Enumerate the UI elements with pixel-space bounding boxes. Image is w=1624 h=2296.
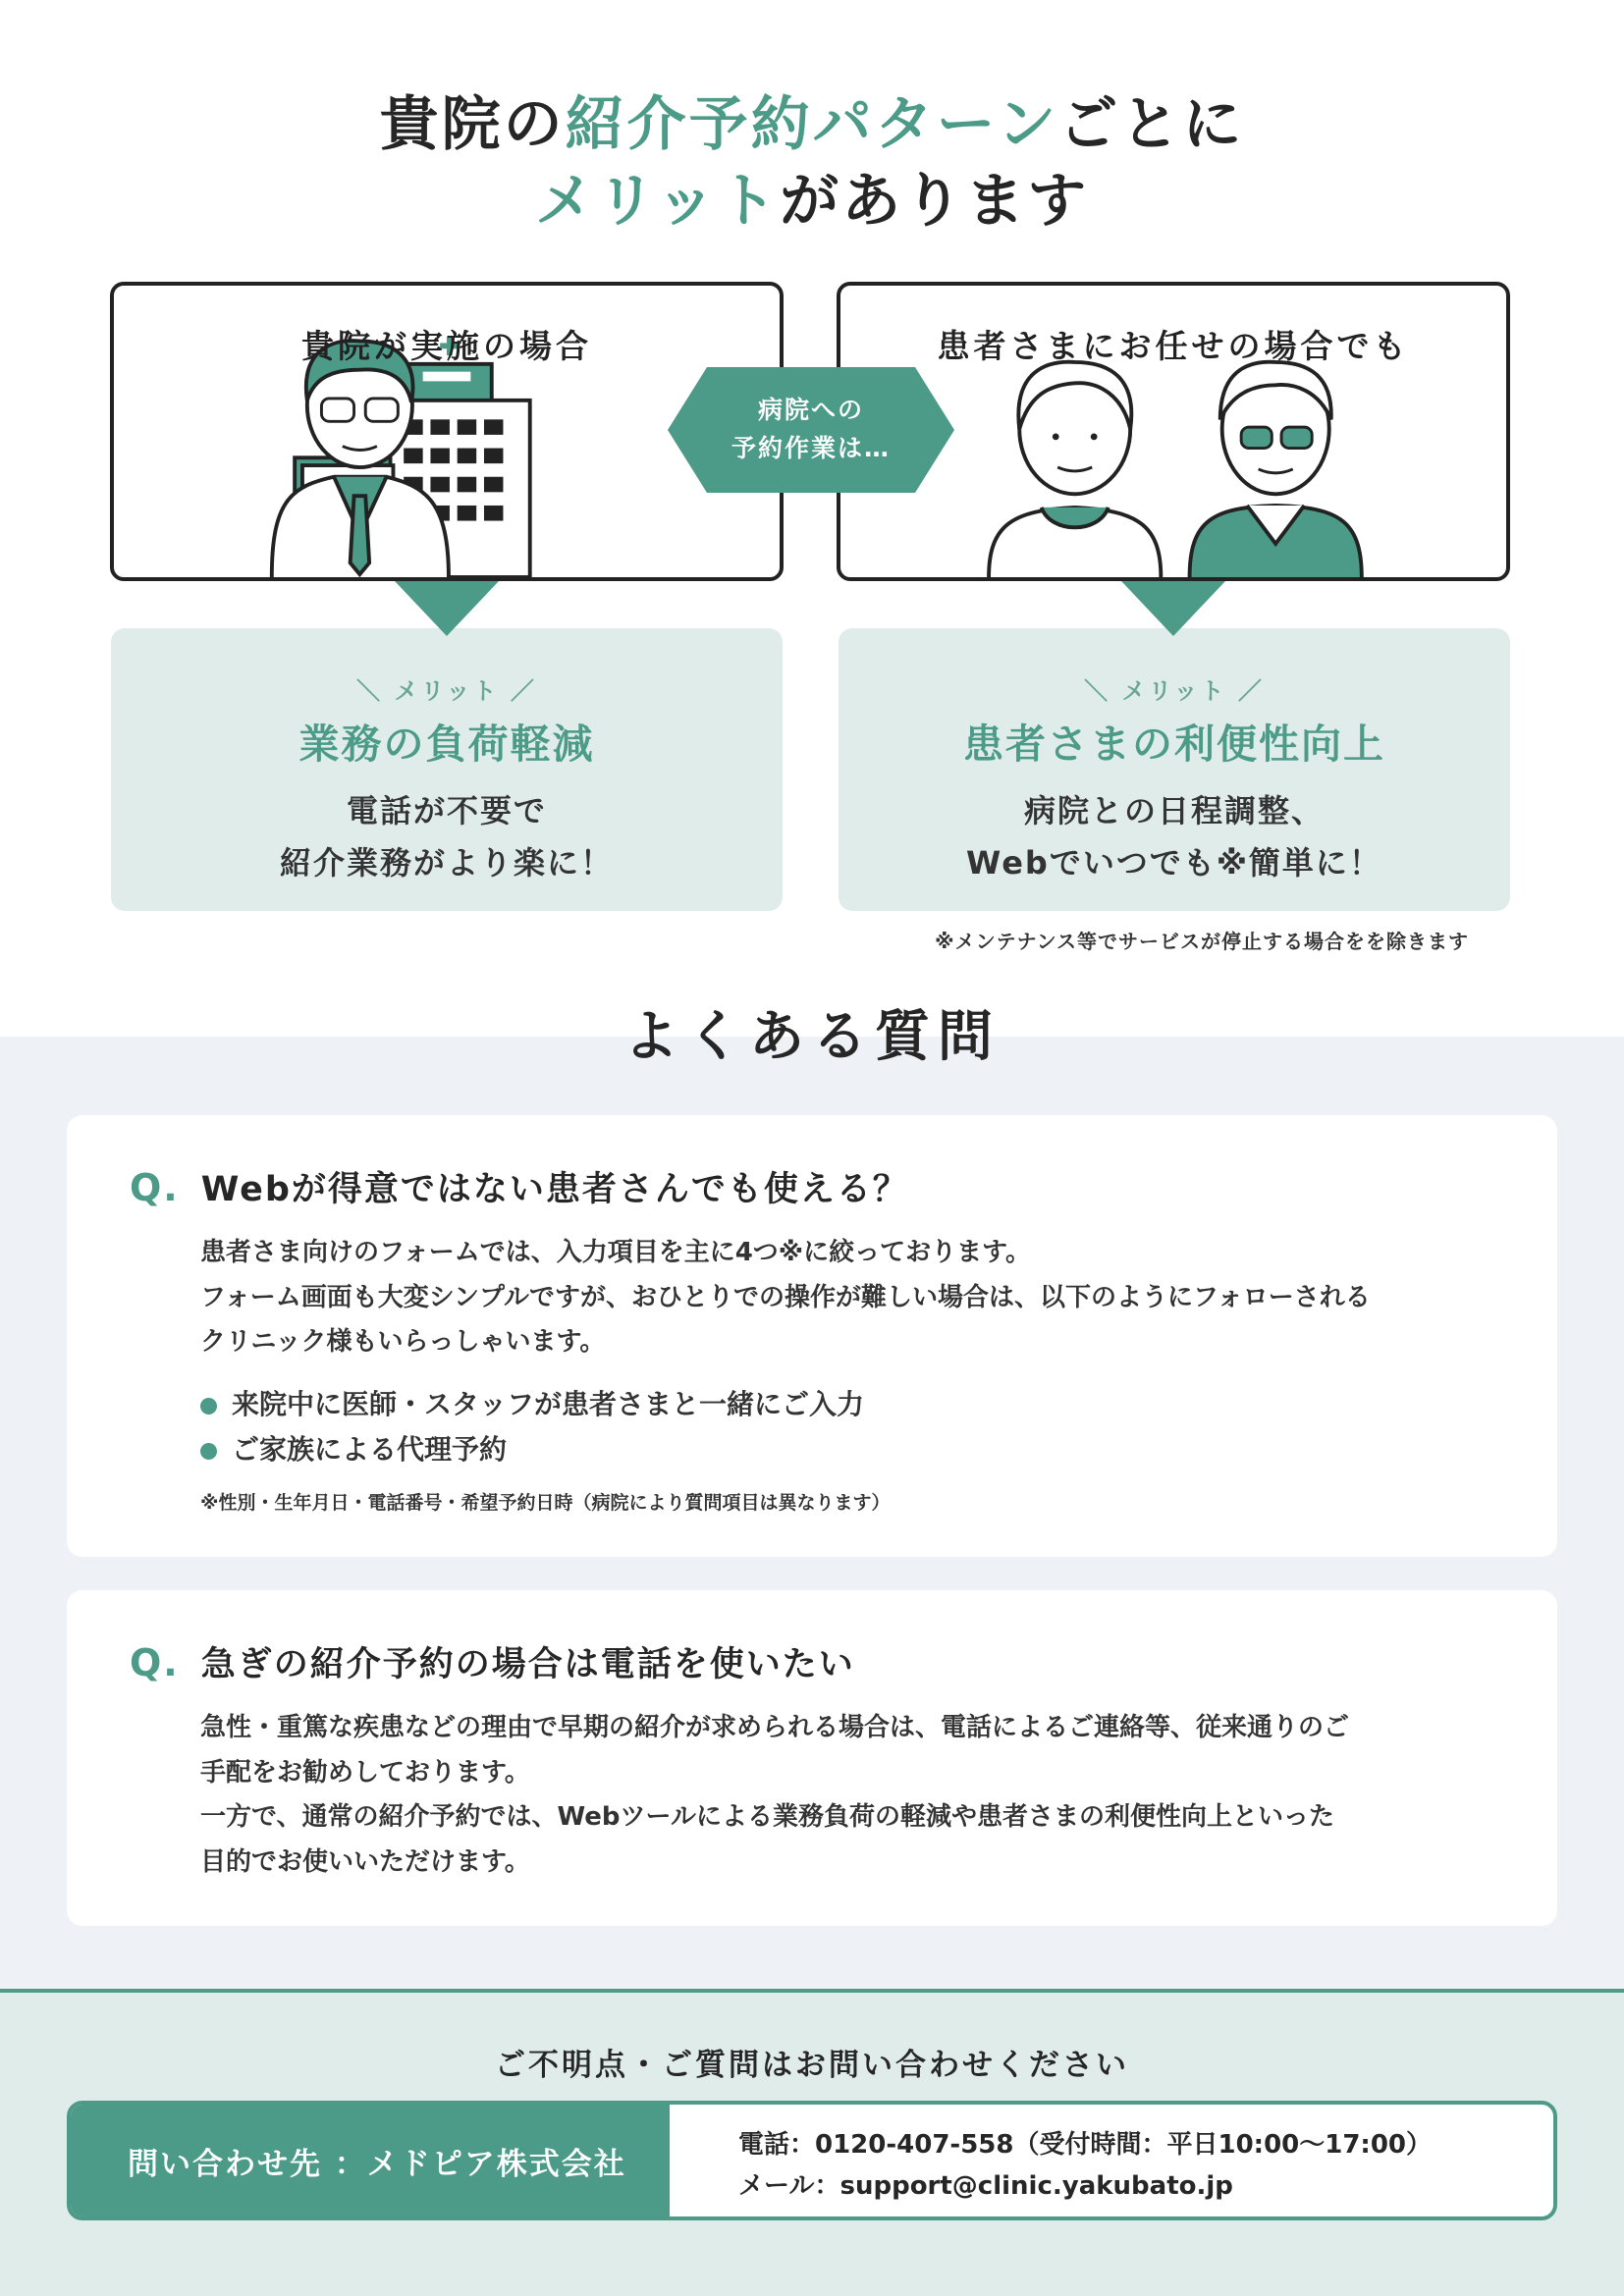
badge-line-2: 予約作業は… [731,434,891,462]
list-item: ご家族による代理予約 [200,1427,864,1472]
page-heading [0,86,1624,240]
answer-line: 目的でお使いいただけます。 [200,1846,530,1877]
heading-line2-green: メリット [534,167,781,236]
merit-desc-line-1: 電話が不要で [346,792,547,829]
merit-tag: ＼ メリット ／ [1084,677,1265,705]
answer-line: 手配をお勧めしております。 [200,1757,530,1788]
heading-line1-pre: 貴院の [379,90,566,159]
merit-title: 患者さまの利便性向上 [963,721,1385,768]
maintenance-note: ※メンテナンス等でサービスが停止する場合をを除きます [935,930,1469,953]
merit-description [839,785,1510,889]
contact-phone[interactable]: 電話：0120-407-558（受付時間：平日10:00〜17:00） [738,2130,1433,2160]
merit-desc-line-1: 病院との日程調整、 [1023,792,1325,829]
faq-card [67,1590,1557,1926]
down-arrow-icon [1121,581,1225,636]
faq-answer [200,1231,1496,1365]
contact-info [738,2124,1432,2207]
faq-card [67,1115,1557,1557]
badge-line-1: 病院への [757,396,864,424]
heading-line-2 [0,163,1624,240]
heading-line1-green: 紹介予約パターン [565,90,1059,159]
merit-tag: ＼ メリット ／ [356,677,537,705]
merit-description [111,785,783,889]
merit-box-workload [111,628,783,911]
down-arrow-icon [395,581,499,636]
answer-line: フォーム画面も大変シンプルですが、おひとりでの操作が難しい場合は、以下のようにフォローされる [200,1282,1371,1312]
q-mark: Q. [130,1166,180,1209]
merit-title: 業務の負荷軽減 [298,721,595,768]
case-title-patient: 患者さまにお任せの場合でも [937,327,1410,365]
answer-line: 患者さま向けのフォームでは、入力項目を主に4つ※に絞っております。 [200,1238,1031,1267]
question-text: Webが得意ではない患者さんでも使える？ [200,1170,909,1209]
answer-line: クリニック様もいらっしゃいます。 [200,1327,606,1357]
faq-answer [200,1706,1496,1885]
answer-line: 急性・重篤な疾患などの理由で早期の紹介が求められる場合は、電話によるご連絡等、従来通りのご [200,1713,1350,1742]
merit-desc-line-2: 紹介業務がより楽に！ [279,844,614,881]
list-item: 来院中に医師・スタッフが患者さまと一緒にご入力 [200,1382,864,1427]
contact-lead: ご不明点・ご質問はお問い合わせください [495,2048,1129,2083]
q-mark: Q. [130,1641,180,1684]
case-title-hospital: 貴院が実施の場合 [301,327,592,365]
contact-box [67,2101,1557,2220]
heading-line1-post: ごとに [1058,90,1245,159]
answer-line: 一方で、通常の紹介予約では、Webツールによる業務負荷の軽減や患者さまの利便性向上といった [200,1802,1334,1832]
contact-label: 問い合わせ先 ：メドピア株式会社 [71,2105,670,2216]
support-bullet-list [200,1382,864,1472]
faq-title: よくある質問 [623,1005,1001,1069]
heading-line2-post: があります [780,167,1090,236]
question-text: 急ぎの紹介予約の場合は電話を使いたい [200,1645,855,1684]
merit-desc-line-2: Webでいつでも※簡単に！ [966,844,1382,881]
reservation-task-badge [668,367,954,493]
merit-box-convenience [839,628,1510,911]
contact-email[interactable]: メール：support@clinic.yakubato.jp [738,2171,1233,2201]
faq-footnote: ※性別・生年月日・電話番号・希望予約日時（病院により質問項目は異なります） [200,1492,891,1514]
heading-line-1 [0,86,1624,163]
faq-question [130,1162,909,1211]
badge-text [668,391,954,467]
faq-question [130,1637,855,1686]
